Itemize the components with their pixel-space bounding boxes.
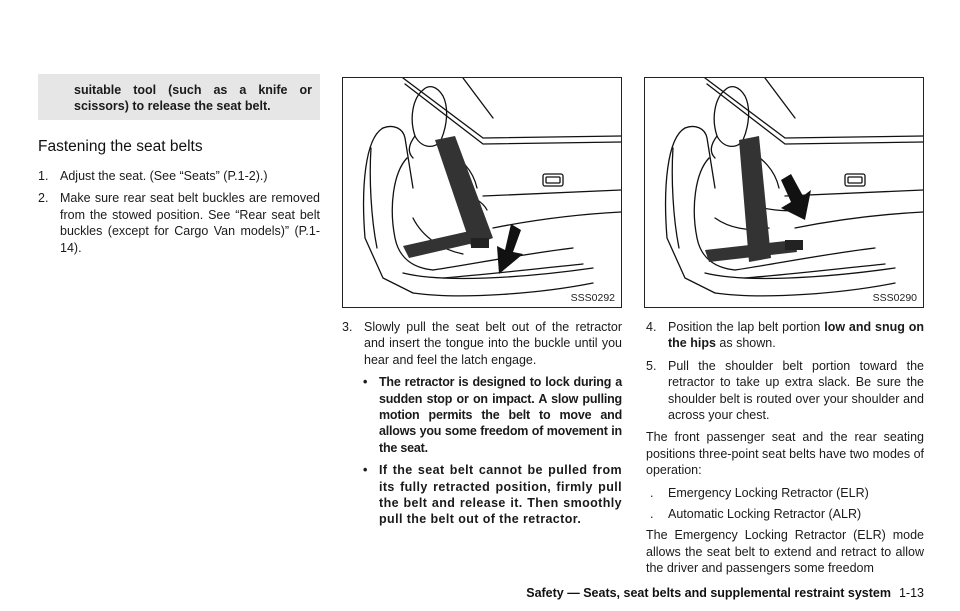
mode-item-elr [646,485,924,501]
bullet-mark: • [363,463,368,478]
step-text: Make sure rear seat belt buckles are removed from the stowed position. See “Rear seat belt buckles (except for Cargo Van models)” (P.1-14). [60,191,320,255]
step-1 [38,168,320,184]
page-number: 1-13 [898,586,924,600]
step-number: 4. [646,320,657,334]
bullet-mark: . [650,507,654,522]
step-text: Adjust the seat. (See “Seats” (P.1-2).) [60,169,268,183]
bullet-mark: . [650,485,654,500]
right-column [646,319,924,583]
middle-column [342,319,622,534]
mode-text: Automatic Locking Retractor (ALR) [668,507,862,522]
step-text: Slowly pull the seat belt out of the retractor and insert the tongue into the buckle until you hear and feel the latch engage. [364,320,622,367]
step-text: Pull the shoulder belt portion toward the retractor to take up extra slack. Be sure the shoulder belt is routed over your shoulder and across your chest. [668,358,924,423]
left-column [38,168,320,262]
step-number: 5. [646,358,657,373]
figure-code: SSS0290 [872,292,917,304]
step-text: Position the lap belt portion [668,320,825,334]
page-footer [526,586,924,600]
step-5 [646,358,924,424]
step-emphasis: low and snug on the hips [668,320,924,351]
seatbelt-illustration-1 [343,78,621,307]
footer-section-title: Safety — Seats, seat belts and supplemental restraint system [526,586,891,600]
mode-item-alr [646,506,924,522]
bullet-mark: • [363,375,368,390]
figure-code: SSS0292 [570,292,615,304]
mode-text: Emergency Locking Retractor (ELR) [668,485,869,500]
warning-continuation-text: suitable tool (such as a knife or scissors) to release the seat belt. [74,83,312,113]
warning-continuation-box [38,74,320,120]
step-number: 2. [38,191,49,206]
step-number: 3. [342,320,353,334]
bullet-text: The retractor is designed to lock during a sudden stop or on impact. A slow pulling motion permits the belt to move and allows you some freedom of movement in the seat. [379,375,622,455]
bullet-text: If the seat belt cannot be pulled from its fully retracted position, firmly pull the belt and release it. Then smoothly pull the belt out of the retractor. [379,463,622,527]
step-2 [38,190,320,256]
figure-seatbelt-insert [342,77,622,308]
step-text: as shown. [715,336,776,351]
seatbelt-illustration-2 [645,78,923,307]
retractor-note-bullet [342,374,622,456]
section-heading: Fastening the seat belts [38,138,203,155]
pull-note-bullet [342,462,622,528]
step-4 [646,319,924,352]
elr-description: The Emergency Locking Retractor (ELR) mode allows the seat belt to extend and retract to allow the driver and passengers some freedom [646,528,924,576]
figure-seatbelt-adjust [644,77,924,308]
modes-intro: The front passenger seat and the rear seating positions three-point seat belts have two modes of operation: [646,430,924,478]
step-number: 1. [38,169,49,183]
step-3 [342,319,622,368]
